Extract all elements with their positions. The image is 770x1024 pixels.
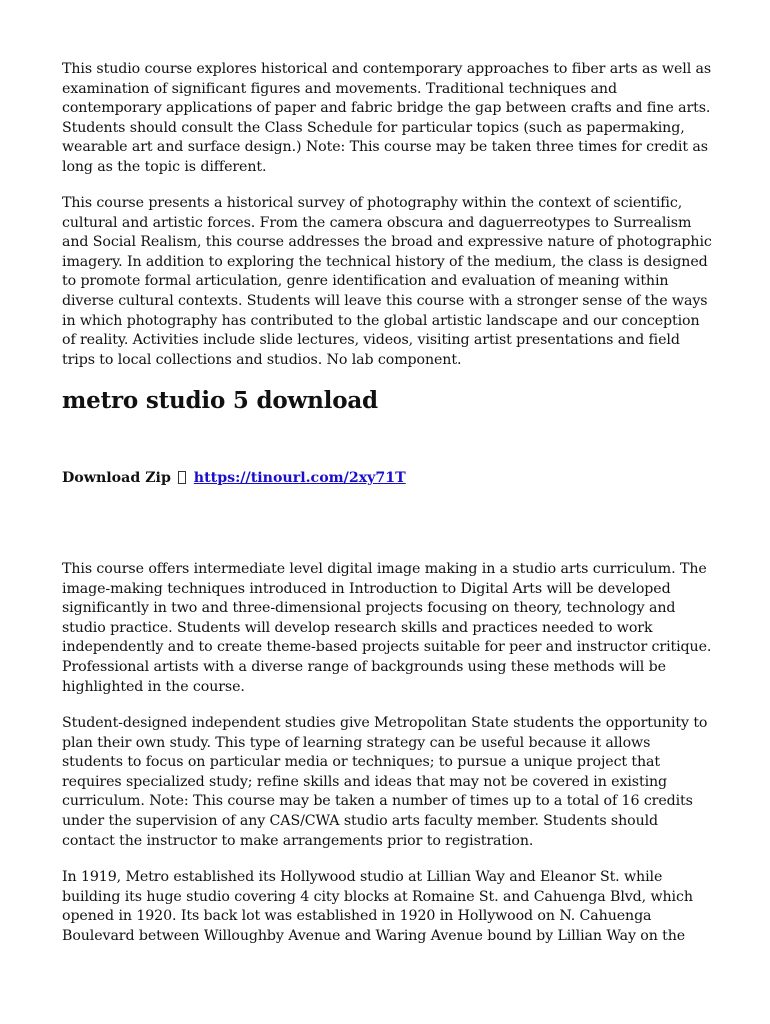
download-link[interactable]: https://tinourl.com/2xy71T: [193, 470, 406, 486]
missing-glyph-icon: [178, 471, 186, 484]
paragraph-independent-studies: Student-designed independent studies give Metropolitan State students the opportunity to plan their own study. This type of learning strategy can be useful because it allows students to focus on particular media or techniques; to pursue a unique project that requires specialized study; refine skills and ideas that may not be covered in existing curriculum. Note: This course may be taken a number of times up to a total of 16 credits under the supervision of any CAS/CWA studio arts faculty member. Students should contact the instructor to make arrangements prior to registration.: [62, 715, 708, 849]
download-row: [62, 468, 406, 488]
download-label: Download Zip: [62, 470, 171, 486]
page-title: metro studio 5 download: [62, 387, 378, 414]
paragraph-digital-image-making: This course offers intermediate level digital image making in a studio arts curriculum. The image-making techniques introduced in Introduction to Digital Arts will be developed significantly in two and three-dimensional projects focusing on theory, technology and studio practice. Students will develop research skills and practices needed to work independently and to create theme-based projects suitable for peer and instructor critique. Professional artists with a diverse range of backgrounds using these methods will be highlighted in the course.: [62, 561, 712, 695]
paragraph-fiber-arts: This studio course explores historical and contemporary approaches to fiber arts as well as examination of significant figures and movements. Traditional techniques and contemporary applications of paper and fabric bridge the gap between crafts and fine arts. Students should consult the Class Schedule for particular topics (such as papermaking, wearable art and surface design.) Note: This course may be taken three times for credit as long as the topic is different.: [62, 61, 712, 175]
paragraph-photography-history: This course presents a historical survey of photography within the context of scientific, cultural and artistic forces. From the camera obscura and daguerreotypes to Surrealism and Social Realism, this course addresses the broad and expressive nature of photographic imagery. In addition to exploring the technical history of the medium, the class is designed to promote formal articulation, genre identification and evaluation of meaning within diverse cultural contexts. Students will leave this course with a stronger sense of the ways in which photography has contributed to the global artistic landscape and our conception of reality. Activities include slide lectures, videos, visiting artist presentations and field trips to local collections and studios. No lab component.: [62, 195, 712, 368]
paragraph-metro-history: In 1919, Metro established its Hollywood studio at Lillian Way and Eleanor St. while building its huge studio covering 4 city blocks at Romaine St. and Cahuenga Blvd, which opened in 1920. Its back lot was established in 1920 in Hollywood on N. Cahuenga Boulevard between Willoughby Avenue and Waring Avenue bound by Lillian Way on the: [62, 869, 693, 944]
